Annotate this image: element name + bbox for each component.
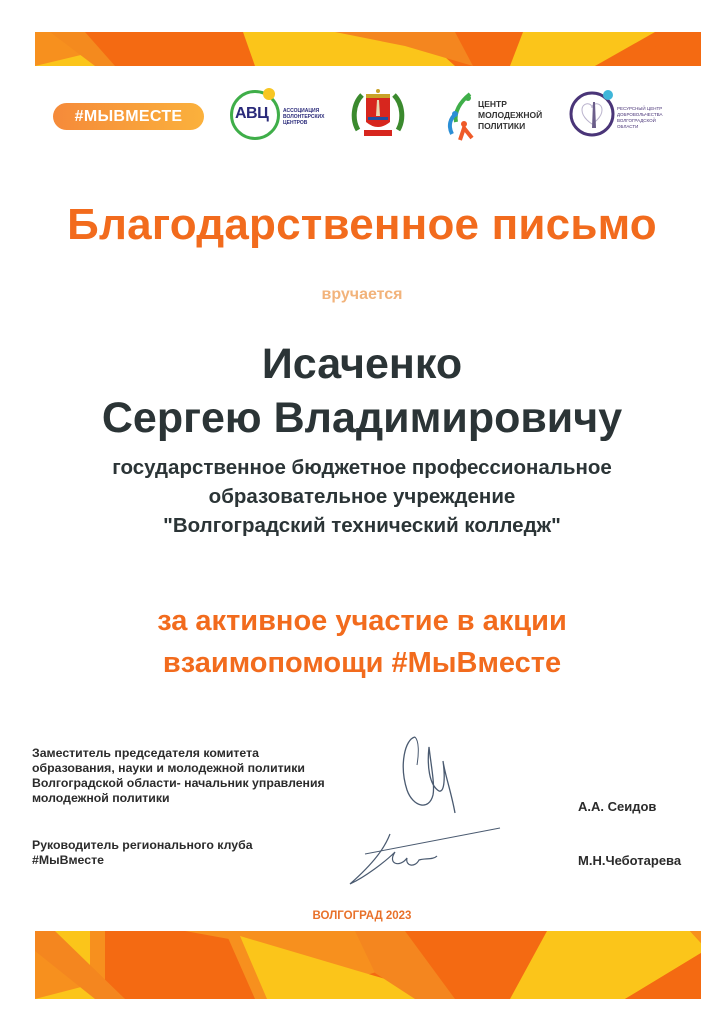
geometric-band-graphic bbox=[35, 32, 701, 66]
recipient-surname: Исаченко bbox=[261, 340, 463, 388]
reason-line1: за активное участие в акции bbox=[157, 605, 567, 637]
coat-of-arms-icon bbox=[350, 86, 406, 142]
award-reason bbox=[0, 600, 724, 684]
organization-line2: образовательное учреждение bbox=[208, 485, 516, 508]
avc-abbr: АВЦ bbox=[235, 105, 269, 122]
handed-to-label: вручается bbox=[321, 286, 403, 303]
top-decorative-band bbox=[35, 32, 701, 66]
heart-monument-icon bbox=[568, 86, 618, 142]
signer2-role bbox=[32, 838, 332, 868]
signer1-role bbox=[32, 746, 372, 806]
signer2-role-line1: Руководитель регионального клуба bbox=[32, 838, 253, 852]
resource-center-logo bbox=[568, 86, 688, 142]
youth-center-name bbox=[478, 99, 542, 132]
signer1-name: А.А. Сеидов bbox=[578, 799, 657, 814]
youth-center-line1: ЦЕНТР bbox=[478, 99, 507, 109]
organization-line1: государственное бюджетное профессиональное bbox=[112, 456, 612, 479]
youth-policy-center-logo bbox=[446, 90, 556, 142]
signer1-role-line2: образования, науки и молодежной политики bbox=[32, 761, 305, 775]
bottom-decorative-band bbox=[35, 931, 701, 999]
youth-center-line2: МОЛОДЕЖНОЙ bbox=[478, 110, 543, 120]
recipient-organization bbox=[0, 453, 724, 540]
organization-line3: "Волгоградский технический колледж" bbox=[163, 514, 561, 537]
recipient-name-patronymic: Сергею Владимировичу bbox=[101, 394, 623, 442]
signer1-role-line3: Волгоградской области- начальник управления bbox=[32, 776, 325, 790]
document-title: Благодарственное письмо bbox=[67, 200, 657, 249]
avc-subtitle: АССОЦИАЦИЯ ВОЛОНТЕРСКИХ ЦЕНТРОВ bbox=[283, 108, 325, 126]
signature1-handwritten bbox=[395, 735, 475, 815]
signer2-role-line2: #МыВместе bbox=[32, 853, 104, 867]
geometric-band-graphic bbox=[35, 931, 701, 999]
signer1-role-line1: Заместитель председателя комитета bbox=[32, 746, 259, 760]
signature2-handwritten bbox=[345, 822, 505, 888]
signer2-name: М.Н.Чеботарева bbox=[578, 853, 682, 868]
avc-sun-dot-icon bbox=[263, 88, 275, 100]
hashtag-logo: #МЫВМЕСТЕ bbox=[53, 103, 204, 130]
youth-center-line3: ПОЛИТИКИ bbox=[478, 121, 526, 131]
city-year: ВОЛГОГРАД 2023 bbox=[312, 910, 412, 922]
resource-center-subtitle: РЕСУРСНЫЙ ЦЕНТР ДОБРОВОЛЬЧЕСТВА ВОЛГОГРАДСКОЙ ОБЛАСТИ bbox=[617, 106, 663, 129]
people-figures-icon bbox=[446, 92, 476, 142]
avc-logo bbox=[228, 90, 334, 142]
reason-line2: взаимопомощи #МыВместе bbox=[162, 647, 562, 679]
partner-logos-row bbox=[0, 84, 724, 148]
signer1-role-line4: молодежной политики bbox=[32, 791, 170, 805]
